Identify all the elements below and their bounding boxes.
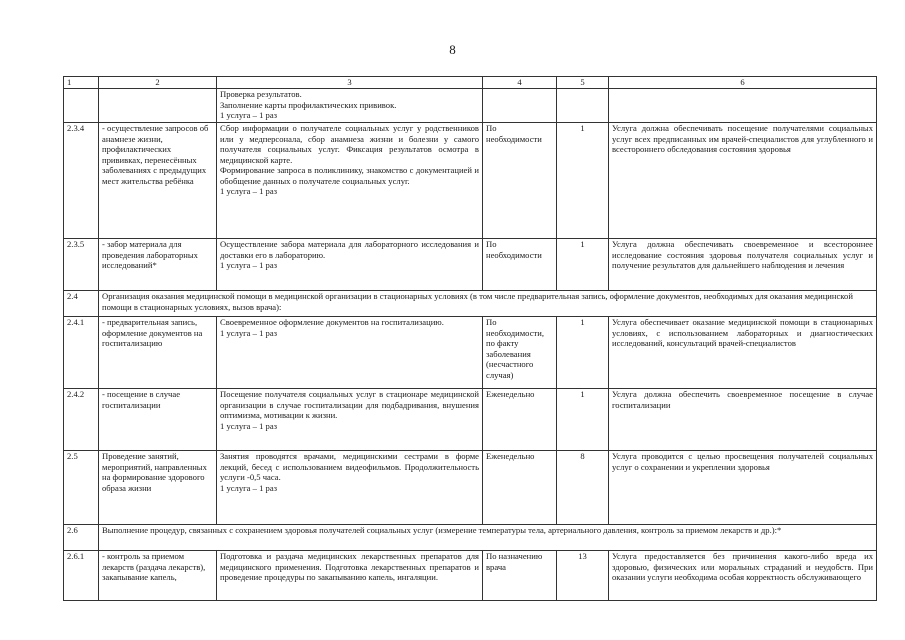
service-name: - забор материала для проведения лабораторных исследований*	[99, 239, 217, 291]
service-name: - контроль за приемом лекарств (раздача лекарств), закапывание капель,	[99, 551, 217, 601]
service-volume: 1	[557, 389, 609, 451]
service-quality: Услуга должна обеспечивать посещение получателями социальных услуг всех предписанных им врачей-специалистов для углубленного и всестороннего обследования состояния здоровья	[609, 123, 877, 239]
service-quality: Услуга должна обеспечить своевременное посещение в случае госпитализации	[609, 389, 877, 451]
section-number: 2.6	[64, 525, 99, 551]
row-number: 2.5	[64, 451, 99, 525]
service-description: Посещение получателя социальных услуг в стационаре медицинской организации в случае госпитализации для подбадривания, внушения оптимизма, мотивации к жизни. 1 услуга – 1 раз	[217, 389, 483, 451]
service-name: - посещение в случае госпитализации	[99, 389, 217, 451]
table-row	[64, 89, 877, 123]
section-title: Выполнение процедур, связанных с сохранением здоровья получателей социальных услуг (измерение температуры тела, артериального давления, контроль за приемом лекарств и др.):*	[99, 525, 877, 551]
service-quality: Услуга должна обеспечивать своевременное и всестороннее исследование состояния здоровья получателя социальных услуг и получение результатов для дальнейшего наблюдения и лечения	[609, 239, 877, 291]
service-description: Проверка результатов. Заполнение карты профилактических прививок. 1 услуга – 1 раз	[217, 89, 483, 123]
header-cell: 4	[483, 77, 557, 89]
service-frequency: По назначению врача	[483, 551, 557, 601]
service-volume: 1	[557, 123, 609, 239]
service-description: Сбор информации о получателе социальных услуг у родственников или у медперсонала, сбор анамнеза жизни и болезни у самого получателя социальных услуг. Фиксация результатов осмотра в медицинской карте. Формирование запроса в поликлинику, знакомство с документацией и обобщение данных о получателе социальных услуг. 1 услуга – 1 раз	[217, 123, 483, 239]
service-quality: Услуга обеспечивает оказание медицинской помощи в стационарных условиях, с использованием лабораторных и диагностических исследований, консультаций врачей-специалистов	[609, 317, 877, 389]
section-row	[64, 291, 877, 317]
service-volume: 1	[557, 317, 609, 389]
service-quality: Услуга проводится с целью просвещения получателей социальных услуг о сохранении и укреплении здоровья	[609, 451, 877, 525]
table-row	[64, 389, 877, 451]
table-row	[64, 123, 877, 239]
service-frequency: По необходимости, по факту заболевания (несчастного случая)	[483, 317, 557, 389]
section-title: Организация оказания медицинской помощи в медицинской организации в стационарных условиях (в том числе предварительная запись, оформление документов, необходимых для оказания медицинской помощи в стационарных условиях, вызов врача):	[99, 291, 877, 317]
service-quality: Услуга предоставляется без причинения какого-либо вреда их здоровью, физических или моральных страданий и неудобств. При оказании услуги необходима особая корректность обслуживающего	[609, 551, 877, 601]
service-frequency: Еженедельно	[483, 451, 557, 525]
header-cell: 3	[217, 77, 483, 89]
service-name: Проведение занятий, мероприятий, направленных на формирование здорового образа жизни	[99, 451, 217, 525]
table-row	[64, 239, 877, 291]
service-volume: 8	[557, 451, 609, 525]
service-description: Занятия проводятся врачами, медицинскими сестрами в форме лекций, бесед с использованием видеофильмов. Продолжительность услуги -0,5 часа. 1 услуга – 1 раз	[217, 451, 483, 525]
header-cell: 6	[609, 77, 877, 89]
service-frequency: По необходимости	[483, 239, 557, 291]
section-row	[64, 525, 877, 551]
header-cell: 2	[99, 77, 217, 89]
table-row	[64, 317, 877, 389]
table-row	[64, 451, 877, 525]
header-cell: 5	[557, 77, 609, 89]
service-volume: 1	[557, 239, 609, 291]
service-description: Подготовка и раздача медицинских лекарственных препаратов для медицинского применения. Подготовка лекарственных препаратов и проведение процедуры по закапыванию капель, ингаляции.	[217, 551, 483, 601]
service-frequency: По необходимости	[483, 123, 557, 239]
services-table	[63, 76, 877, 601]
table-row	[64, 551, 877, 601]
header-cell: 1	[64, 77, 99, 89]
row-number: 2.4.2	[64, 389, 99, 451]
service-name: - осуществление запросов об анамнезе жизни, профилактических прививках, перенесённых заболеваниях с предыдущих мест жительства ребёнка	[99, 123, 217, 239]
service-volume: 13	[557, 551, 609, 601]
row-number: 2.3.4	[64, 123, 99, 239]
service-name: - предварительная запись, оформление документов на госпитализацию	[99, 317, 217, 389]
page-number: 8	[449, 42, 456, 57]
service-frequency: Еженедельно	[483, 389, 557, 451]
row-number: 2.4.1	[64, 317, 99, 389]
row-number: 2.6.1	[64, 551, 99, 601]
header-row	[64, 77, 877, 89]
section-number: 2.4	[64, 291, 99, 317]
row-number: 2.3.5	[64, 239, 99, 291]
service-description: Своевременное оформление документов на госпитализацию. 1 услуга – 1 раз	[217, 317, 483, 389]
service-description: Осуществление забора материала для лабораторного исследования и доставки его в лабораторию. 1 услуга – 1 раз	[217, 239, 483, 291]
